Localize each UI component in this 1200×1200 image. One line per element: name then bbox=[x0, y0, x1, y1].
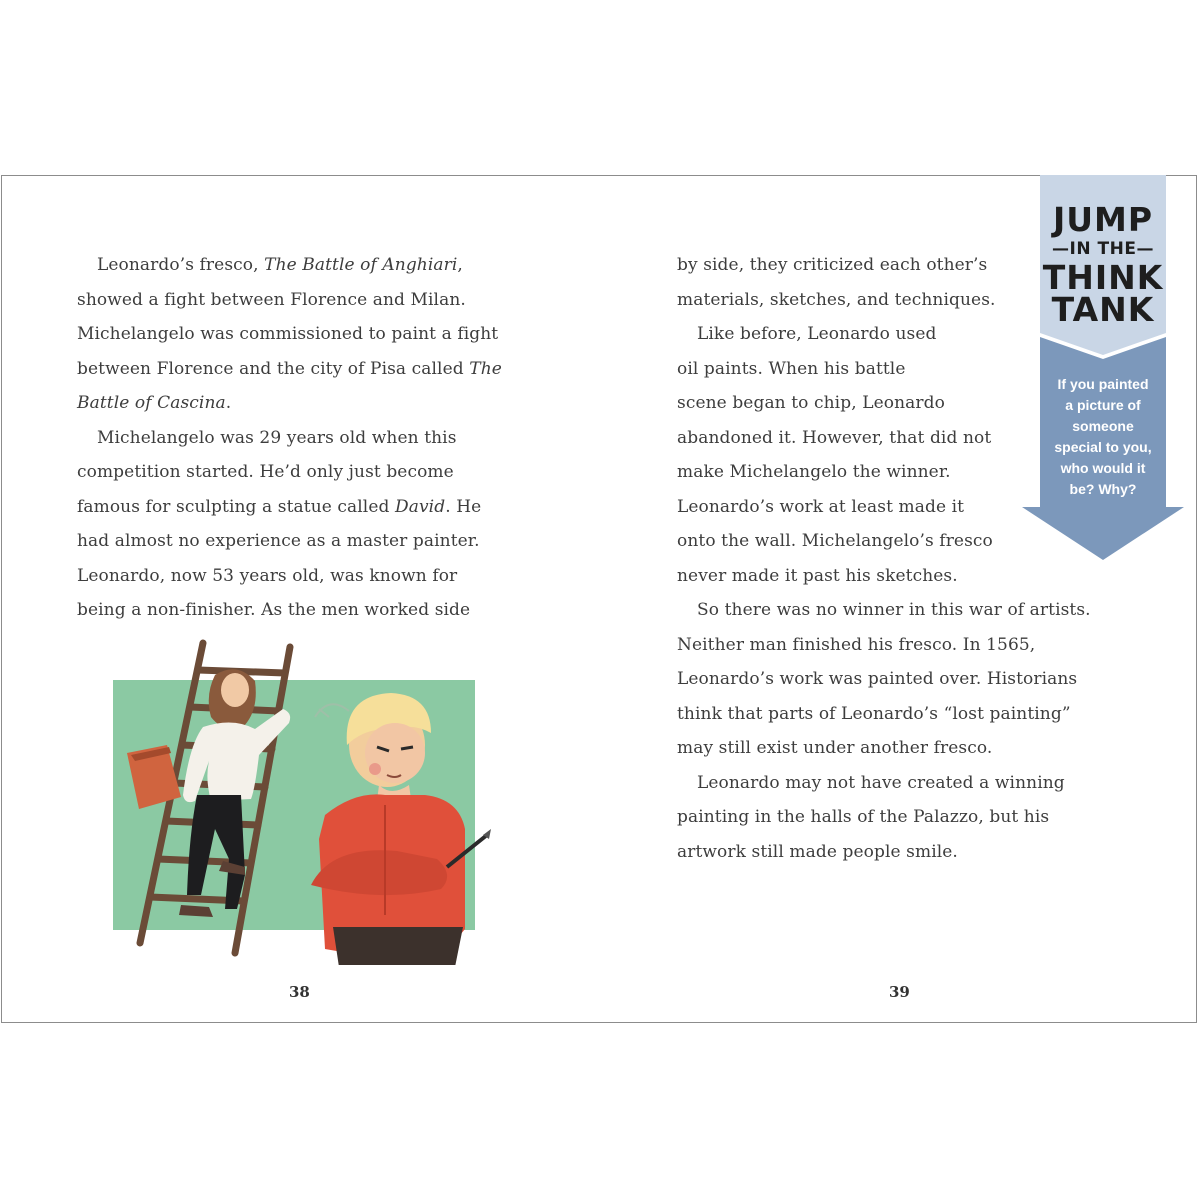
text-line: Michelangelo was commissioned to paint a fight bbox=[77, 324, 499, 344]
question-line: special to you, bbox=[1054, 439, 1152, 455]
question-line: If you painted bbox=[1057, 376, 1149, 392]
text-line: had almost no experience as a master painter. bbox=[77, 531, 480, 551]
text-line: materials, sketches, and techniques. bbox=[677, 289, 996, 310]
illustration bbox=[105, 635, 500, 965]
question-line: who would it bbox=[1060, 460, 1146, 476]
left-page-text bbox=[77, 248, 502, 628]
page-number-right: 39 bbox=[889, 983, 910, 1001]
text-line: Battle of Cascina. bbox=[77, 393, 232, 413]
title-jump: JUMP bbox=[1052, 200, 1154, 239]
text-line: may still exist under another fresco. bbox=[677, 738, 993, 758]
text-line: onto the wall. Michelangelo’s fresco bbox=[677, 531, 993, 551]
question-line: someone bbox=[1072, 418, 1134, 434]
text-line: scene began to chip, Leonardo bbox=[677, 393, 945, 413]
text-line: Neither man finished his fresco. In 1565, bbox=[677, 634, 1036, 655]
title-in-the: —IN THE— bbox=[1052, 239, 1154, 259]
text-line: by side, they criticized each other’s bbox=[677, 255, 988, 275]
italic-title: David bbox=[394, 496, 446, 517]
text-line: Leonardo may not have created a winning bbox=[697, 772, 1065, 793]
text-line: between Florence and the city of Pisa called The bbox=[77, 358, 502, 379]
italic-title: The bbox=[469, 358, 502, 379]
text-line: Like before, Leonardo used bbox=[697, 324, 937, 344]
think-tank-question bbox=[1040, 374, 1166, 500]
text-line: competition started. He’d only just become bbox=[77, 462, 454, 482]
text-line: artwork still made people smile. bbox=[677, 841, 958, 862]
page-number-left: 38 bbox=[289, 983, 310, 1001]
title-think: THINK bbox=[1042, 258, 1164, 297]
text-line: painting in the halls of the Palazzo, but his bbox=[677, 807, 1050, 827]
text-line: So there was no winner in this war of artists. bbox=[697, 600, 1091, 620]
italic-title: Battle of Cascina bbox=[77, 393, 226, 413]
text-line: famous for sculpting a statue called David. He bbox=[77, 496, 482, 517]
title-tank: TANK bbox=[1051, 290, 1155, 329]
text-line: Leonardo, now 53 years old, was known for bbox=[77, 565, 458, 586]
text-line: showed a fight between Florence and Milan. bbox=[77, 289, 466, 310]
text-line: Leonardo’s work at least made it bbox=[677, 496, 965, 517]
text-line: make Michelangelo the winner. bbox=[677, 462, 951, 482]
question-line: a picture of bbox=[1065, 397, 1141, 413]
text-line: think that parts of Leonardo’s “lost painting” bbox=[677, 703, 1071, 724]
think-tank-title bbox=[1040, 200, 1166, 329]
text-line: Michelangelo was 29 years old when this bbox=[97, 427, 457, 448]
text-line: abandoned it. However, that did not bbox=[677, 427, 992, 448]
text-line: being a non-finisher. As the men worked side bbox=[77, 600, 471, 620]
text-line: oil paints. When his battle bbox=[677, 358, 906, 379]
text-line: never made it past his sketches. bbox=[677, 565, 958, 586]
question-line: be? Why? bbox=[1069, 481, 1137, 497]
text-line: Leonardo’s fresco, The Battle of Anghiari, bbox=[97, 255, 463, 275]
italic-title: The Battle of Anghiari bbox=[264, 255, 458, 275]
text-line: Leonardo’s work was painted over. Historians bbox=[677, 669, 1078, 689]
